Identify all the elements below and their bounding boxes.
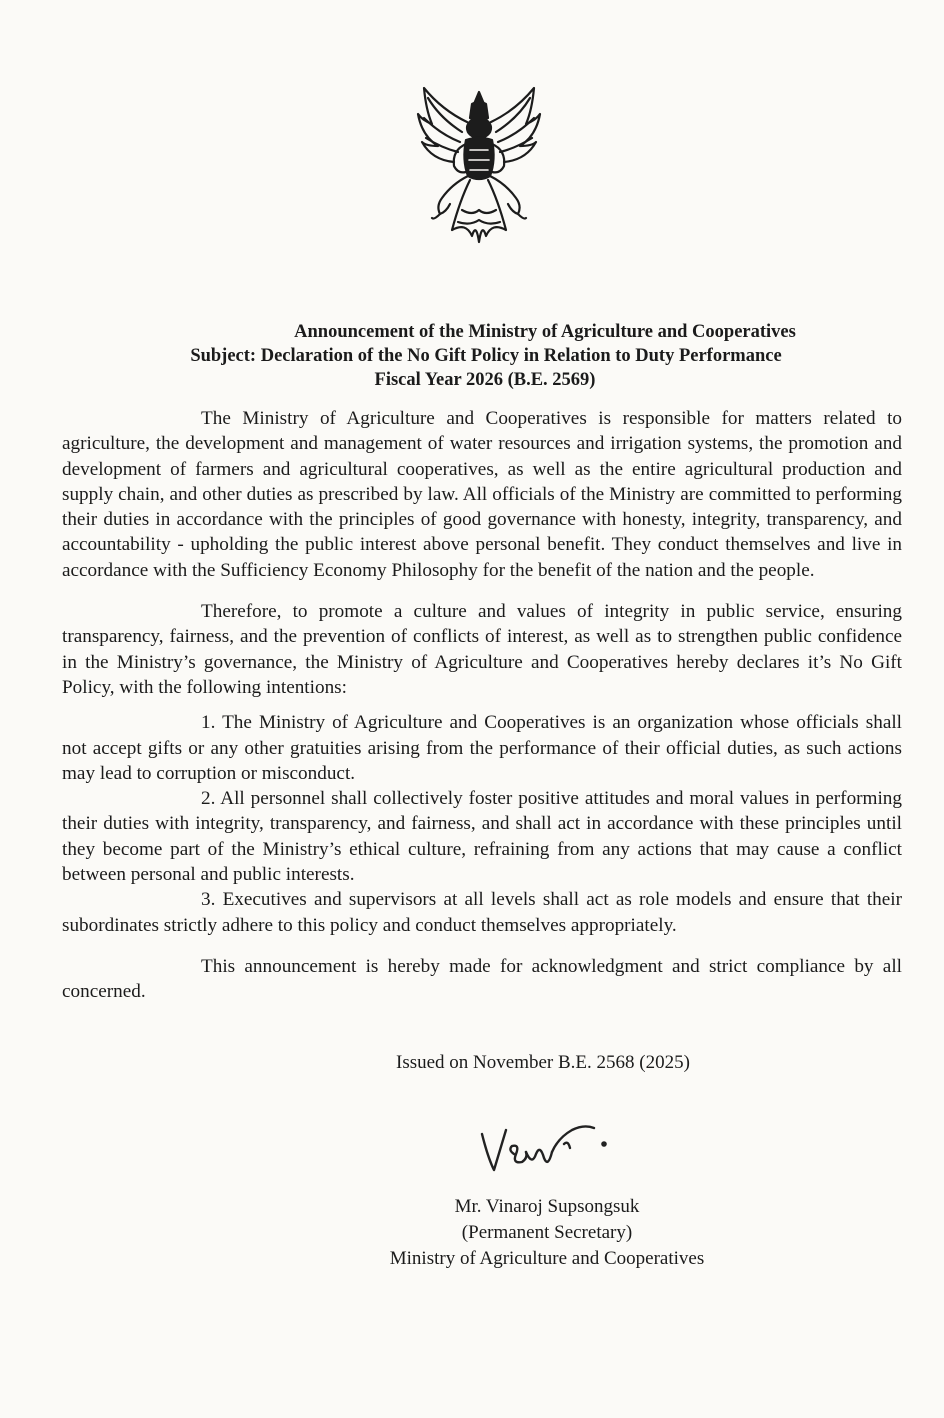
garuda-emblem-icon [412,80,546,250]
signatory-name: Mr. Vinaroj Supsongsuk [454,1196,640,1217]
title-subject: Subject: Declaration of the No Gift Policy in Relation to Duty Performance [190,346,782,366]
paragraph-mandate: The Ministry of Agriculture and Cooperatives is responsible for matters related to agriculture, the development and management of water resources and irrigation systems, the promotion and development of farmers and agricultural cooperatives, as well as the entire agricultural production and supply chain, and other duties as prescribed by law. All officials of the Ministry are committed to performing their duties in accordance with the principles of good governance with honesty, integrity, transparency, and accountability - upholding the public interest above personal benefit. They conduct themselves and live in accordance with the Sufficiency Economy Philosophy for the benefit of the nation and the people. [62,408,902,581]
policy-item-3: 3. Executives and supervisors at all levels shall act as role models and ensure that their subordinates strictly adhere to this policy and conduct themselves appropriately. [62,889,902,936]
signature-icon [476,1114,626,1184]
signatory-block [362,1194,732,1272]
signatory-organization: Ministry of Agriculture and Cooperatives [389,1248,705,1269]
signatory-position: (Permanent Secretary) [461,1222,633,1243]
title-heading: Announcement of the Ministry of Agriculture and Cooperatives [294,322,796,342]
title-fiscal-year: Fiscal Year 2026 (B.E. 2569) [374,370,596,390]
paragraph-closing: This announcement is hereby made for acknowledgment and strict compliance by all concerned. [62,955,902,1003]
issued-date: Issued on November B.E. 2568 (2025) [396,1052,690,1073]
policy-item-1: 1. The Ministry of Agriculture and Cooperatives is an organization whose officials shall not accept gifts or any other gratuities arising from the performance of their official duties, as such actions may lead to corruption or misconduct. [62,712,902,784]
announcement-title [60,320,900,392]
announcement-body [62,406,902,1005]
policy-item-2: 2. All personnel shall collectively foster positive attitudes and moral values in performing their duties with integrity, transparency, and fairness, and shall act in accordance with these principles until they become part of the Ministry’s ethical culture, refraining from any actions that may cause a conflict between personal and public interests. [62,788,902,886]
paragraph-declaration: Therefore, to promote a culture and values of integrity in public service, ensuring transparency, fairness, and the prevention of conflicts of interest, as well as to strengthen public confidence in the Ministry’s governance, the Ministry of Agriculture and Cooperatives hereby declares it’s No Gift Policy, with the following intentions: [62,601,902,698]
